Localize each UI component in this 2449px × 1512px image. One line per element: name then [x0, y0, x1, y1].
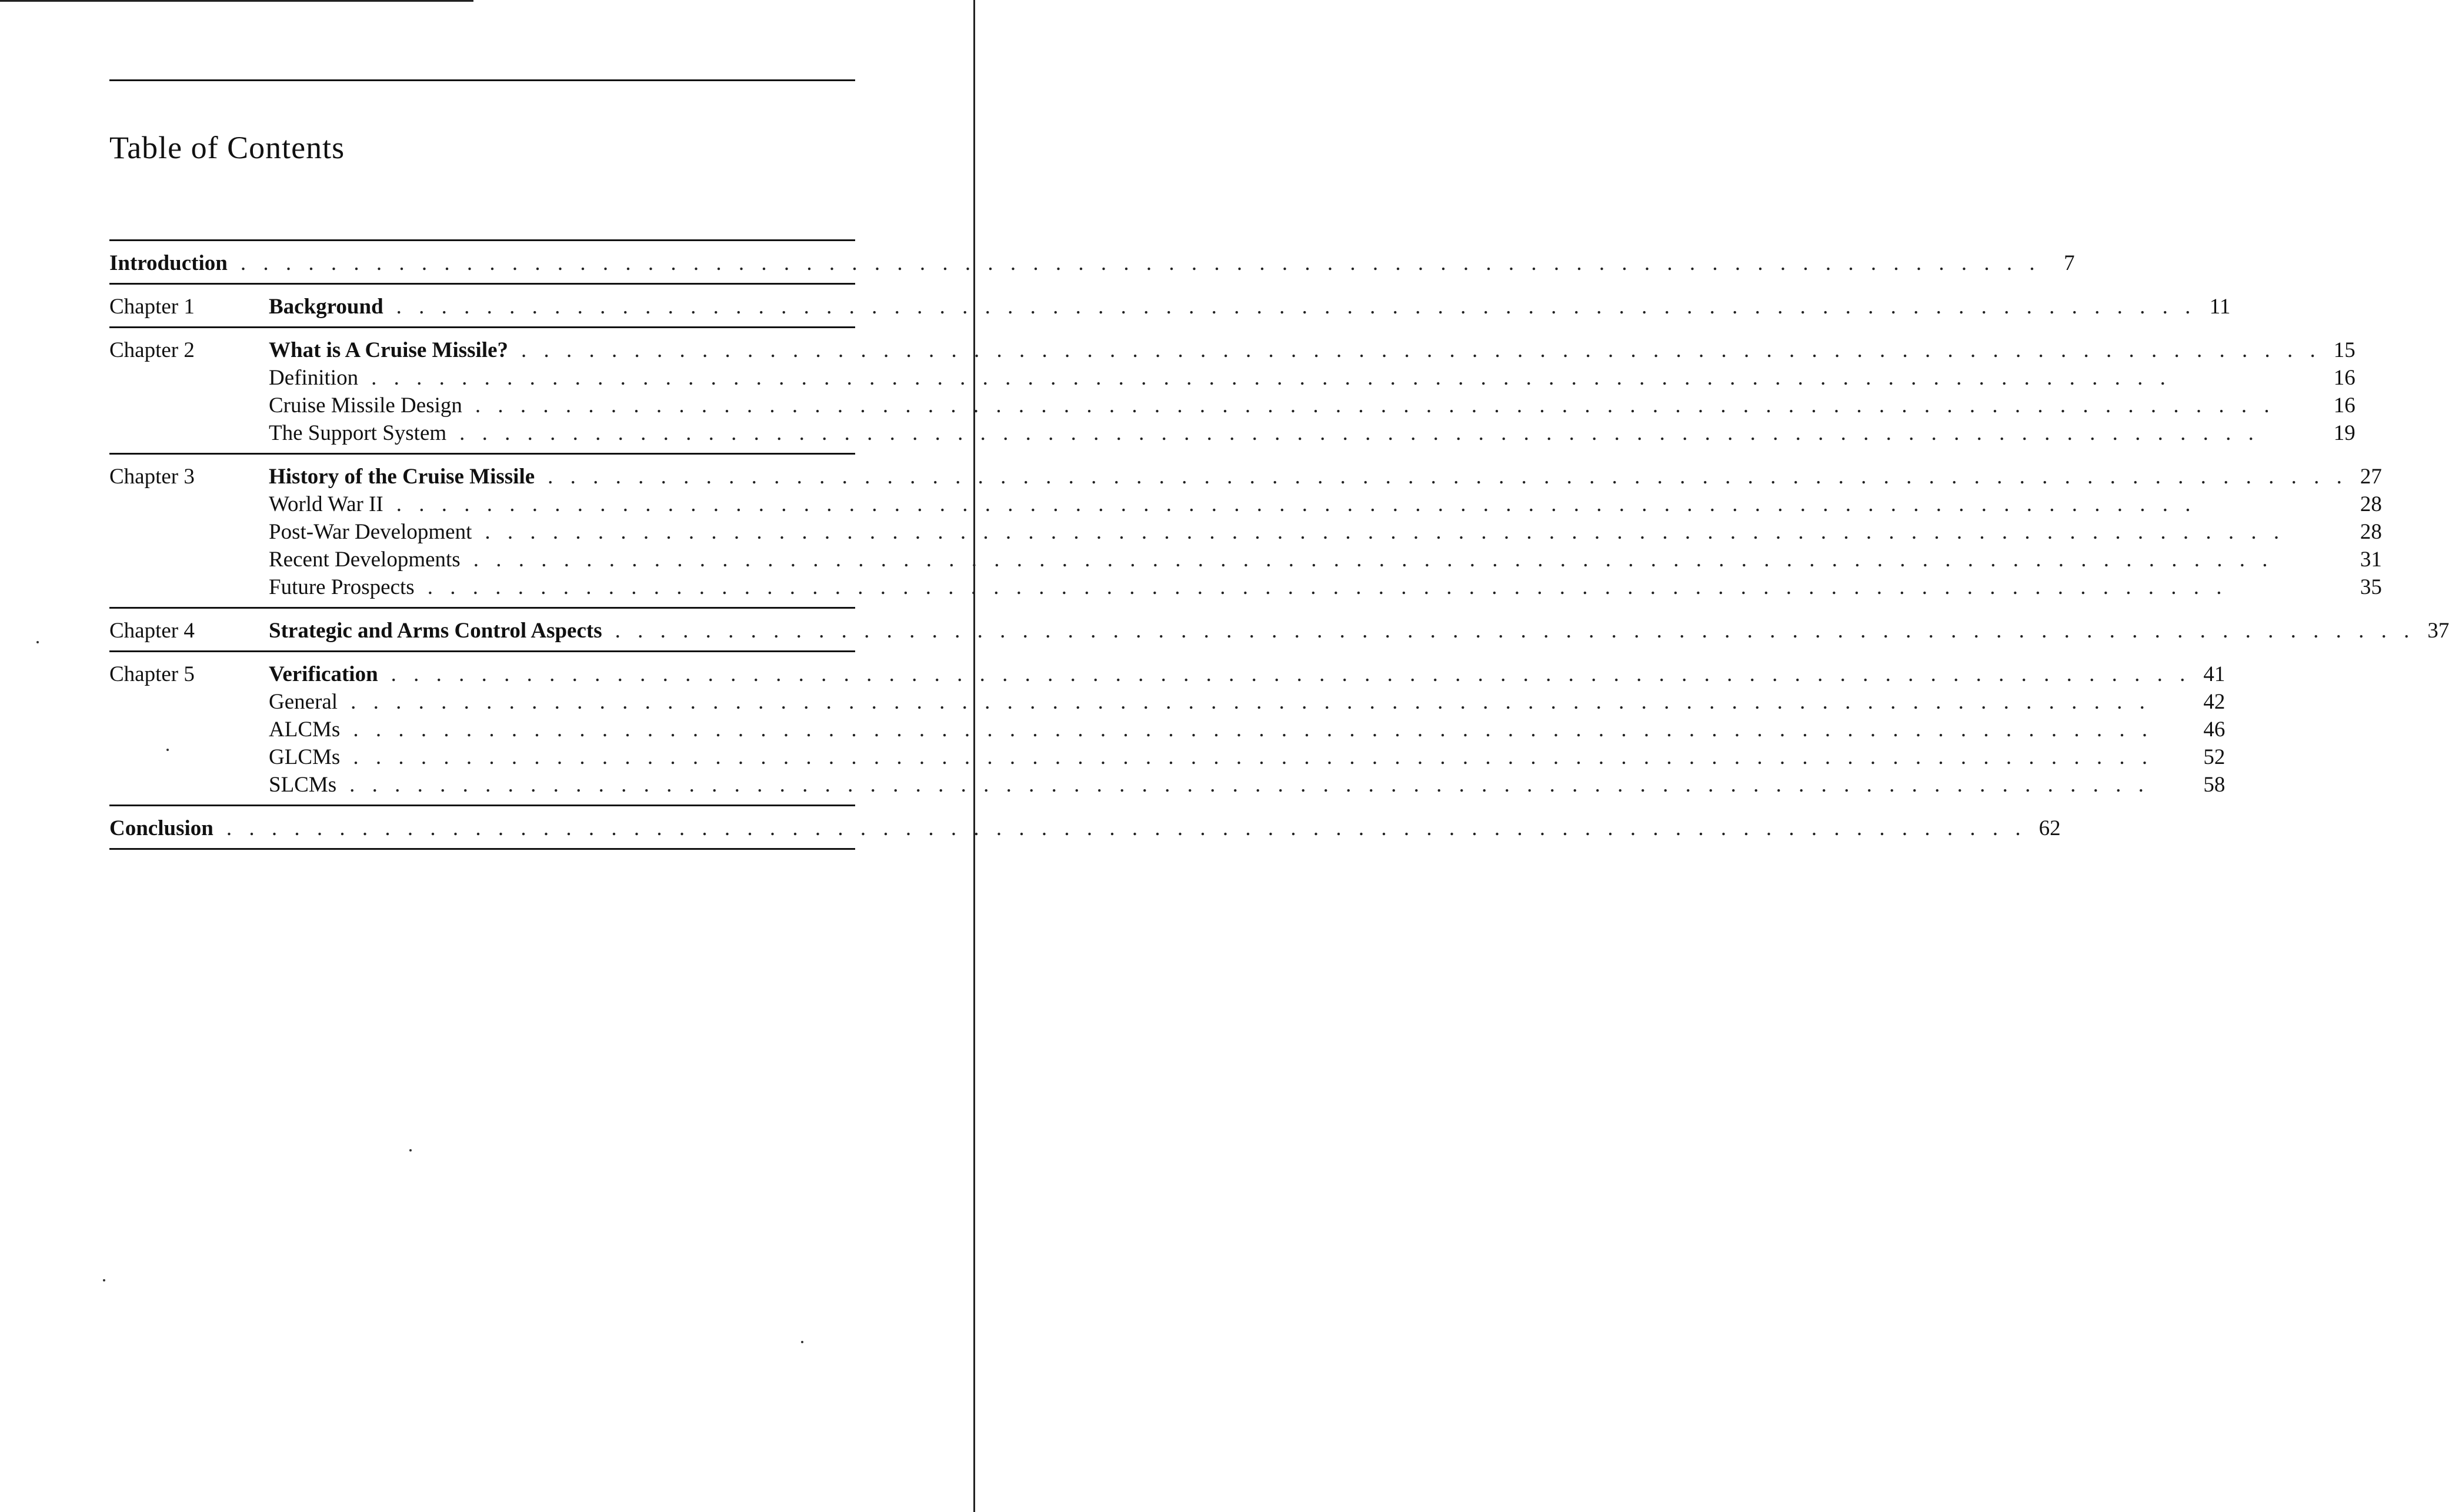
toc-entries: [269, 293, 2230, 321]
toc-entry[interactable]: [269, 771, 2225, 799]
dot-leader: [485, 518, 2348, 546]
toc-page-number: 19: [2333, 421, 2355, 445]
toc-entry-title: GLCMs: [269, 745, 341, 769]
dot-leader: [353, 716, 2191, 743]
toc-entry[interactable]: [269, 364, 2355, 392]
dot-leader: [396, 490, 2348, 518]
toc-entry[interactable]: [269, 660, 2225, 688]
toc-page-number: 16: [2333, 366, 2355, 390]
toc-entries: [109, 815, 2061, 842]
toc-page-number: 42: [2203, 690, 2226, 714]
toc-entry-introduction[interactable]: [109, 249, 2075, 277]
toc-entry[interactable]: [269, 688, 2225, 716]
toc-section-conclusion: [109, 806, 2061, 848]
toc-page-number: 27: [2360, 465, 2382, 489]
toc-page-number: 52: [2203, 745, 2226, 769]
toc-entry[interactable]: [269, 716, 2225, 743]
toc-entries: [269, 660, 2225, 799]
toc-page-number: 28: [2360, 520, 2382, 544]
chapter-label: Chapter 1: [109, 295, 195, 319]
toc-page-number: 15: [2333, 338, 2355, 362]
toc-entry-title: Background: [269, 295, 383, 319]
dot-leader: [473, 546, 2348, 573]
toc-entry-title: Recent Developments: [269, 548, 461, 572]
toc-divider: [109, 848, 855, 850]
toc-entry-title: General: [269, 690, 338, 714]
toc-entry[interactable]: [269, 546, 2382, 573]
dot-leader: [371, 364, 2321, 392]
toc-entry-title: Conclusion: [109, 816, 213, 840]
toc-entry[interactable]: [269, 463, 2382, 490]
toc-section-chapter-3: [109, 455, 2382, 607]
chapter-label: Chapter 2: [109, 338, 195, 362]
toc-entry[interactable]: [269, 336, 2355, 364]
toc-entries: [269, 617, 2449, 645]
toc-page-number: 11: [2209, 295, 2231, 319]
toc-entry[interactable]: [269, 419, 2355, 447]
scan-speck: [166, 749, 169, 751]
toc-entry[interactable]: [269, 293, 2230, 321]
header-rule: [109, 79, 855, 81]
toc-entry-title: What is A Cruise Missile?: [269, 338, 509, 362]
toc-section-chapter-5: [109, 652, 2226, 805]
table-of-contents: [109, 239, 2449, 850]
dot-leader: [226, 815, 2027, 842]
toc-section-chapter-4: [109, 609, 2449, 650]
dot-leader: [353, 743, 2191, 771]
scan-speck: [103, 1279, 105, 1281]
toc-entry-title: SLCMs: [269, 773, 337, 797]
dot-leader: [459, 419, 2321, 447]
toc-page-number: 58: [2203, 773, 2226, 797]
toc-page-number: 31: [2360, 548, 2382, 572]
toc-entry[interactable]: [269, 617, 2449, 645]
dot-leader: [391, 660, 2191, 688]
dot-leader: [349, 771, 2191, 799]
toc-entry-title: The Support System: [269, 421, 447, 445]
scan-speck: [36, 641, 39, 643]
scan-speck: [801, 1341, 803, 1343]
toc-entry-title: Strategic and Arms Control Aspects: [269, 619, 602, 643]
chapter-label: Chapter 4: [109, 619, 195, 643]
toc-entry-title: ALCMs: [269, 717, 341, 742]
toc-page-number: 37: [2427, 619, 2449, 643]
toc-entry-title: History of the Cruise Missile: [269, 465, 535, 489]
toc-page-number: 16: [2333, 393, 2355, 418]
scan-speck: [409, 1149, 412, 1151]
chapter-label: Chapter 3: [109, 465, 195, 489]
dot-leader: [396, 293, 2197, 321]
toc-section-chapter-1: [109, 285, 2231, 326]
toc-entries: [109, 249, 2075, 277]
dot-leader: [615, 617, 2415, 645]
toc-page-number: 41: [2203, 662, 2226, 686]
toc-entries: [269, 336, 2355, 447]
toc-entries: [269, 463, 2382, 601]
toc-entry-title: Verification: [269, 662, 378, 686]
toc-entry-title: World War II: [269, 492, 383, 516]
toc-entry-title: Definition: [269, 366, 359, 390]
toc-page-number: 62: [2038, 816, 2061, 840]
toc-entry-title: Cruise Missile Design: [269, 393, 462, 418]
toc-entry-title: Future Prospects: [269, 575, 415, 599]
toc-entry-title: Post-War Development: [269, 520, 472, 544]
scan-edge-top: [0, 0, 473, 2]
page-title: Table of Contents: [109, 130, 345, 165]
toc-section-introduction: [109, 241, 2075, 283]
toc-entry[interactable]: [269, 392, 2355, 419]
toc-page-number: 35: [2360, 575, 2382, 599]
toc-entry[interactable]: [269, 518, 2382, 546]
toc-page-number: 7: [2064, 251, 2075, 275]
dot-leader: [351, 688, 2191, 716]
dot-leader: [475, 392, 2321, 419]
dot-leader: [548, 463, 2348, 490]
toc-entry[interactable]: [269, 490, 2382, 518]
chapter-label: Chapter 5: [109, 662, 195, 686]
dot-leader: [428, 573, 2348, 601]
dot-leader: [241, 249, 2041, 277]
toc-entry[interactable]: [269, 743, 2225, 771]
toc-section-chapter-2: [109, 328, 2355, 453]
toc-entry-title: Introduction: [109, 251, 228, 275]
toc-entry[interactable]: [269, 573, 2382, 601]
toc-page-number: 46: [2203, 717, 2226, 742]
toc-entry-conclusion[interactable]: [109, 815, 2061, 842]
toc-page-number: 28: [2360, 492, 2382, 516]
dot-leader: [521, 336, 2321, 364]
